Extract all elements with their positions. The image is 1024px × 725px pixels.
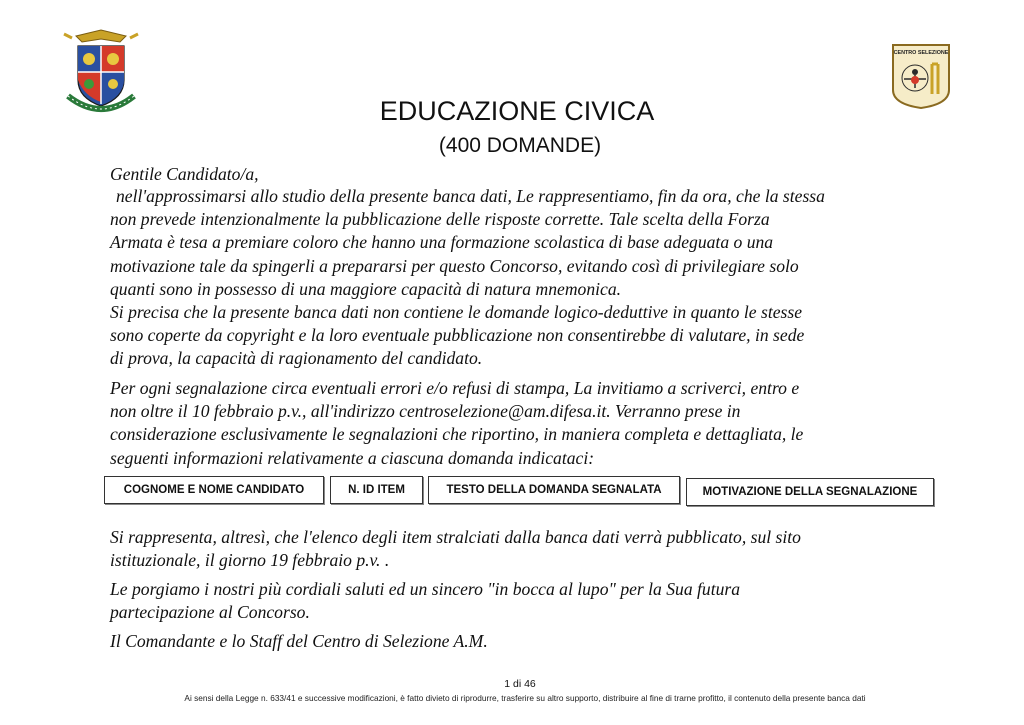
paragraph-line: di prova, la capacità di ragionamento del candidato. — [110, 348, 483, 369]
page-number: 1 di 46 — [504, 678, 536, 690]
field-box-question-text: TESTO DELLA DOMANDA SEGNALATA — [428, 476, 680, 504]
paragraph-line: non oltre il 10 febbraio p.v., all'indirizzo centroselezione@am.difesa.it. Verranno prese in — [110, 401, 741, 422]
paragraph-line: sono coperte da copyright e la loro eventuale pubblicazione non consentirebbe di valutare, in sede — [110, 325, 805, 346]
signature-line: Il Comandante e lo Staff del Centro di Selezione A.M. — [110, 631, 488, 651]
paragraph-reporting — [110, 377, 900, 470]
paragraph-line: nell'approssimarsi allo studio della presente banca dati, Le rappresentiamo, fin da ora, che la stessa — [116, 186, 825, 206]
paragraph-line: considerazione esclusivamente le segnalazioni che riportino, in maniera completa e dettagliata, le — [110, 424, 804, 445]
paragraph-line: non prevede intenzionalmente la pubblicazione delle risposte corrette. Tale scelta della Forza — [110, 209, 770, 230]
paragraph-line: partecipazione al Concorso. — [110, 602, 310, 623]
paragraph-line: seguenti informazioni relativamente a ciascuna domanda indicataci: — [110, 447, 595, 468]
paragraph-line: Si precisa che la presente banca dati non contiene le domande logico-deduttive in quanto le stesse — [110, 302, 803, 322]
paragraph-line: quanti sono in possesso di una maggiore capacità di natura mnemonica. — [110, 278, 622, 299]
paragraph-intro — [110, 185, 900, 301]
emblem-label: CENTRO SELEZIONE — [893, 50, 949, 56]
paragraph-line: istituzionale, il giorno 19 febbraio p.v. . — [110, 550, 390, 571]
paragraph-line: Le porgiamo i nostri più cordiali saluti ed un sincero "in bocca al lupo" per la Sua futura — [110, 579, 741, 599]
paragraph-line: Armata è tesa a premiare coloro che hanno una formazione scolastica di base adeguata o una — [110, 232, 774, 253]
paragraph-line: Si rappresenta, altresì, che l'elenco degli item stralciati dalla banca dati verrà pubblicato, sul sito — [110, 527, 801, 547]
field-box-candidate-name: COGNOME E NOME CANDIDATO — [104, 476, 324, 504]
greeting-line: Gentile Candidato/a, — [110, 164, 259, 184]
paragraph-greetings — [110, 578, 900, 624]
paragraph-line: Per ogni segnalazione circa eventuali errori e/o refusi di stampa, La invitiamo a scriverci, entro e — [110, 378, 800, 398]
field-box-item-id: N. ID ITEM — [330, 476, 423, 504]
paragraph-publication — [110, 526, 900, 572]
copyright-notice: Ai sensi della Legge n. 633/41 e successive modificazioni, è fatto divieto di riprodurre, trasferire su altro supporto, distribuire al fine di trarne profitto, il contenuto della presente banca dati — [184, 693, 866, 703]
greeting — [110, 163, 900, 186]
document-title: EDUCAZIONE CIVICA — [379, 96, 655, 126]
paragraph-copyright — [110, 301, 900, 371]
signature — [110, 630, 900, 653]
paragraph-line: motivazione tale da spingerli a prepararsi per questo Concorso, evitando così di privilegiare solo — [110, 255, 799, 276]
field-box-reason: MOTIVAZIONE DELLA SEGNALAZIONE — [686, 478, 934, 506]
document-subtitle: (400 DOMANDE) — [438, 134, 602, 157]
